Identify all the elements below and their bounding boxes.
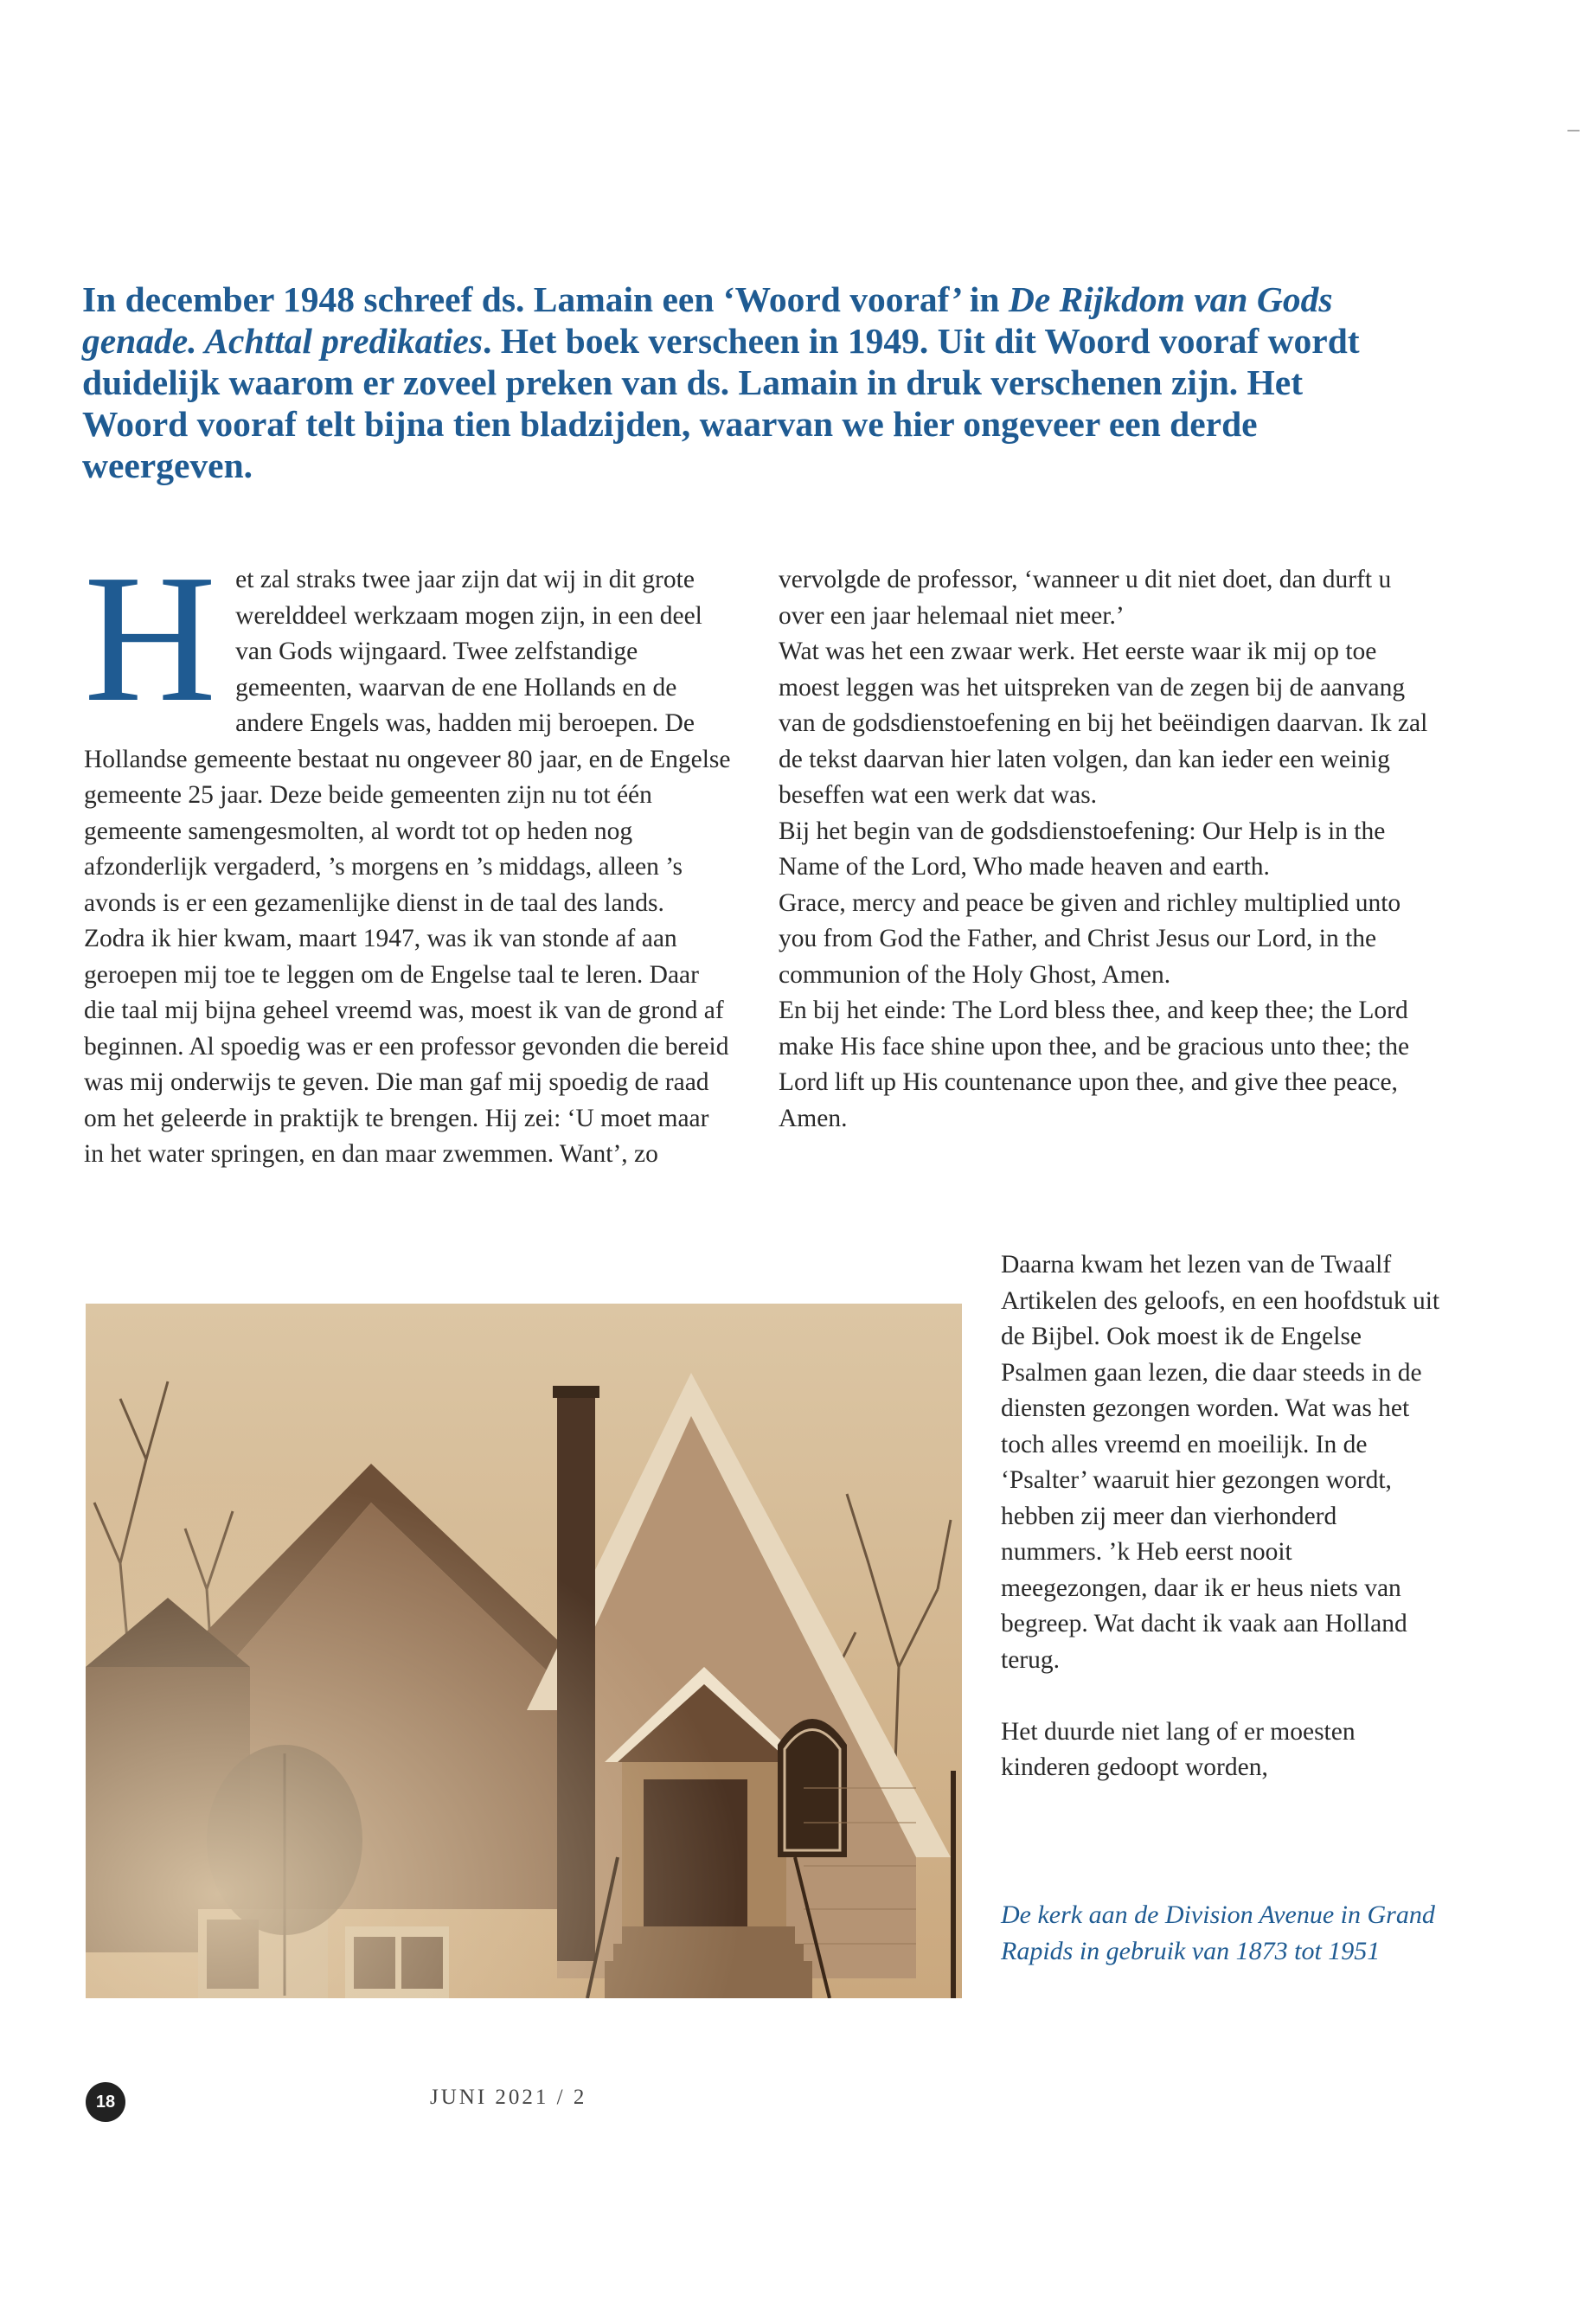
issue-label: JUNI 2021 / 2: [430, 2086, 587, 2109]
book-title: De Rijkdom van Gods genade. Achttal predikaties: [82, 279, 1333, 361]
article-paragraph: Bij het begin van de godsdienstoefening: Our Help is in the Name of the Lord, Who made heaven and earth.: [779, 817, 1386, 881]
article-column-3: [1001, 1247, 1444, 1786]
photo-caption: De kerk aan de Division Avenue in Grand Rapids in gebruik van 1873 tot 1951: [1001, 1900, 1435, 1965]
article-paragraph: Daarna kwam het lezen van de Twaalf Artikelen des geloofs, en een hoofdstuk uit de Bijbel. Ook moest ik de Engelse Psalmen gaan lezen, die daar steeds in de diensten gezongen worden. Wat was het toch alles vreemd en moeilijk. In de ‘Psalter’ waaruit hier gezongen wordt, hebben zij meer dan vierhonderd nummers. ’k Heb eerst nooit meegezongen, daar ik er heus niets van begreep. Wat dacht ik vaak aan Holland terug.: [1001, 1251, 1440, 1674]
intro-text-2: . Het boek verscheen in 1949. Uit dit Woord vooraf wordt duidelijk waarom er zoveel preken van ds. Lamain in druk verschenen zijn. Het Woord vooraf telt bijna tien bladzijden, waarvan we hier ongeveer een derde weergeven.: [82, 321, 1360, 485]
church-illustration: [86, 1304, 962, 1998]
church-photo: [86, 1304, 962, 1998]
article-column-2: [779, 562, 1436, 1137]
article-paragraph: Het duurde niet lang of er moesten kinderen gedoopt worden,: [1001, 1717, 1356, 1781]
article-column-1: [84, 536, 734, 1173]
paragraph-text: et zal straks twee jaar zijn dat wij in dit grote werelddeel werkzaam mogen zijn, in een deel van Gods wijngaard. Twee zelfstandige gemeenten, waarvan de ene Hollands en de andere Engels was, hadden mij beroepen. De Hollandse gemeente bestaat nu ongeveer 80 jaar, en de Engelse gemeente 25 jaar. Deze beide gemeenten zijn nu tot één gemeente samengesmolten, al wordt tot op heden nog afzonderlijk vergaderd, ’s morgens en ’s middags, alleen ’s avonds is er een gezamenlijke dienst in de taal des lands.: [84, 566, 731, 917]
article-paragraph: [84, 536, 734, 921]
article-paragraph: En bij het einde: The Lord bless thee, and keep thee; the Lord make His face shine upon thee, and be gracious unto thee; the Lord lift up His countenance upon thee, and give thee peace, Amen.: [779, 997, 1410, 1132]
article-paragraph: Grace, mercy and peace be given and richley multiplied unto you from God the Father, and Christ Jesus our Lord, in the communion of the Holy Ghost, Amen.: [779, 888, 1401, 989]
intro-text-1: In december 1948 schreef ds. Lamain een ‘Woord vooraf’ in: [82, 279, 1009, 319]
paragraph-gap: [1001, 1678, 1444, 1715]
drop-cap: H: [84, 536, 217, 740]
page-number-badge: 18: [86, 2082, 125, 2122]
corner-mark: [1567, 130, 1580, 131]
article-paragraph: Zodra ik hier kwam, maart 1947, was ik van stonde af aan geroepen mij toe te leggen om de Engelse taal te leren. Daar die taal mij bijna geheel vreemd was, moest ik van de grond af beginnen. Al spoedig was er een professor gevonden die bereid was mij onderwijs te geven. Die man gaf mij spoedig de raad om het geleerde in praktijk te brengen. Hij zei: ‘U moet maar in het water springen, en dan maar zwemmen. Want’, zo: [84, 925, 729, 1168]
article-paragraph: vervolgde de professor, ‘wanneer u dit niet doet, dan durft u over een jaar helemaal niet meer.’: [779, 566, 1392, 630]
article-paragraph: Wat was het een zwaar werk. Het eerste waar ik mij op toe moest leggen was het uitspreken van de zegen bij de aanvang van de godsdienstoefening en bij het beëindigen daarvan. Ik zal de tekst daarvan hier laten volgen, dan kan ieder een weinig beseffen wat een werk dat was.: [779, 638, 1428, 809]
intro-paragraph: [82, 279, 1414, 486]
